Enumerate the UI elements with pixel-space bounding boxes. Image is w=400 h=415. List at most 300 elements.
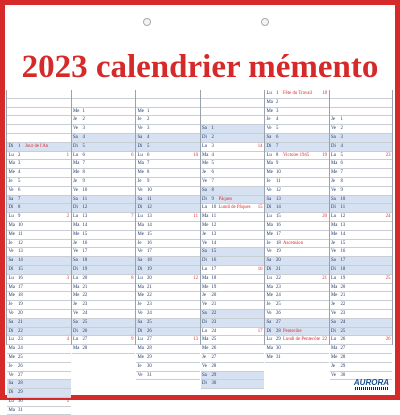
day-row bbox=[265, 143, 329, 152]
day-abbrev: Ve bbox=[202, 363, 208, 369]
day-row bbox=[136, 328, 200, 337]
day-abbrev: Sa bbox=[331, 196, 336, 202]
day-abbrev: Sa bbox=[331, 258, 336, 264]
day-number: 19 bbox=[211, 284, 217, 290]
day-number: 4 bbox=[340, 143, 343, 149]
day-row bbox=[7, 90, 71, 99]
day-abbrev: Di bbox=[137, 143, 143, 149]
day-abbrev: Sa bbox=[73, 258, 78, 264]
day-row bbox=[330, 116, 393, 125]
day-row bbox=[7, 134, 71, 143]
day-abbrev: Lu bbox=[137, 214, 143, 220]
day-row bbox=[72, 152, 136, 161]
day-abbrev: Je bbox=[137, 240, 142, 246]
day-number: 7 bbox=[147, 161, 150, 167]
day-abbrev: Lu bbox=[331, 337, 337, 343]
week-number: 15 bbox=[257, 205, 263, 211]
day-abbrev: Ve bbox=[202, 302, 208, 308]
day-number: 9 bbox=[211, 196, 214, 202]
day-abbrev: Di bbox=[73, 205, 78, 211]
day-number: 21 bbox=[276, 266, 281, 272]
day-abbrev: Je bbox=[8, 302, 13, 308]
day-abbrev: Lu bbox=[202, 143, 208, 149]
day-abbrev: Ve bbox=[331, 126, 337, 132]
day-number: 29 bbox=[147, 354, 152, 360]
day-row bbox=[136, 240, 200, 249]
day-row bbox=[265, 187, 329, 196]
day-abbrev: Di bbox=[137, 266, 143, 272]
day-row bbox=[330, 99, 393, 108]
day-row bbox=[7, 389, 71, 398]
day-abbrev: Sa bbox=[202, 187, 207, 193]
day-row bbox=[136, 134, 200, 143]
day-number: 22 bbox=[340, 302, 346, 308]
day-number: 24 bbox=[211, 328, 217, 334]
day-abbrev: Lu bbox=[331, 214, 337, 220]
day-abbrev: Lu bbox=[8, 275, 14, 281]
day-abbrev: Di bbox=[331, 266, 336, 272]
day-row bbox=[330, 134, 393, 143]
day-abbrev: Me bbox=[137, 231, 144, 237]
day-number: 10 bbox=[82, 187, 88, 193]
day-row bbox=[265, 319, 329, 328]
day-abbrev: Di bbox=[8, 266, 14, 272]
day-row bbox=[7, 160, 71, 169]
day-number: 15 bbox=[82, 231, 88, 237]
day-number: 2 bbox=[211, 134, 214, 140]
day-row bbox=[7, 169, 71, 178]
day-number: 26 bbox=[147, 328, 152, 334]
day-abbrev: Sa bbox=[202, 249, 207, 255]
day-number: 16 bbox=[276, 222, 281, 228]
day-abbrev: Sa bbox=[266, 196, 272, 202]
holiday-label: Ascension bbox=[283, 240, 303, 246]
week-number: 25 bbox=[385, 275, 391, 281]
day-abbrev: Me bbox=[331, 293, 338, 299]
day-row bbox=[72, 231, 136, 240]
day-number: 18 bbox=[147, 258, 152, 264]
day-row bbox=[7, 407, 71, 415]
day-number: 5 bbox=[18, 178, 21, 184]
day-abbrev: Lu bbox=[137, 152, 143, 158]
day-abbrev: Me bbox=[202, 284, 209, 290]
day-abbrev: Di bbox=[202, 381, 207, 387]
day-number: 27 bbox=[276, 319, 281, 325]
day-number: 9 bbox=[18, 214, 21, 220]
month-column bbox=[264, 90, 329, 360]
day-number: 9 bbox=[340, 187, 343, 193]
day-abbrev: Ma bbox=[73, 161, 80, 167]
day-abbrev: Di bbox=[266, 328, 272, 334]
day-number: 30 bbox=[18, 398, 23, 404]
day-number: 18 bbox=[276, 240, 281, 246]
day-number: 13 bbox=[276, 196, 281, 202]
day-number: 23 bbox=[211, 319, 217, 325]
day-number: 9 bbox=[147, 178, 150, 184]
day-row bbox=[136, 301, 200, 310]
day-row bbox=[330, 196, 393, 205]
day-row bbox=[72, 284, 136, 293]
day-number: 16 bbox=[340, 249, 346, 255]
day-number: 28 bbox=[211, 363, 217, 369]
day-abbrev: Ma bbox=[331, 222, 338, 228]
day-number: 8 bbox=[276, 152, 279, 158]
day-number: 7 bbox=[82, 161, 85, 167]
day-abbrev: Me bbox=[137, 293, 144, 299]
day-number: 17 bbox=[211, 266, 217, 272]
day-row bbox=[265, 152, 329, 161]
day-row bbox=[136, 169, 200, 178]
day-abbrev: Lu bbox=[266, 275, 272, 281]
day-row bbox=[265, 90, 329, 99]
day-row bbox=[265, 116, 329, 125]
day-number: 5 bbox=[147, 143, 150, 149]
day-abbrev: Di bbox=[266, 266, 272, 272]
day-row bbox=[72, 336, 136, 345]
day-number: 17 bbox=[82, 249, 88, 255]
day-abbrev: Me bbox=[266, 170, 273, 176]
hanging-hole-right bbox=[261, 18, 269, 26]
day-number: 23 bbox=[82, 302, 88, 308]
day-abbrev: Je bbox=[331, 302, 335, 308]
day-row bbox=[265, 125, 329, 134]
day-row bbox=[265, 336, 329, 345]
day-row bbox=[330, 301, 393, 310]
day-list bbox=[136, 90, 200, 380]
day-number: 3 bbox=[82, 126, 85, 132]
day-abbrev: Sa bbox=[8, 381, 14, 387]
week-number: 19 bbox=[322, 152, 327, 158]
day-row bbox=[265, 310, 329, 319]
day-number: 8 bbox=[211, 187, 214, 193]
day-row bbox=[265, 222, 329, 231]
day-row bbox=[265, 240, 329, 249]
day-number: 19 bbox=[147, 266, 152, 272]
day-row bbox=[7, 240, 71, 249]
day-row bbox=[136, 178, 200, 187]
day-number: 14 bbox=[340, 231, 346, 237]
day-number: 15 bbox=[276, 214, 281, 220]
day-number: 11 bbox=[82, 196, 88, 202]
day-number: 10 bbox=[18, 222, 23, 228]
day-number: 18 bbox=[211, 275, 217, 281]
day-abbrev: Ma bbox=[331, 346, 338, 352]
day-row bbox=[201, 116, 265, 125]
day-number: 29 bbox=[211, 372, 217, 378]
day-number: 4 bbox=[276, 117, 279, 123]
day-number: 21 bbox=[340, 293, 346, 299]
day-abbrev: Je bbox=[137, 302, 142, 308]
day-abbrev: Lu bbox=[331, 275, 337, 281]
day-abbrev: Me bbox=[8, 170, 15, 176]
day-abbrev: Je bbox=[266, 302, 271, 308]
day-row bbox=[201, 108, 265, 117]
day-number: 11 bbox=[276, 178, 281, 184]
day-row bbox=[330, 240, 393, 249]
day-abbrev: Me bbox=[331, 231, 338, 237]
day-row bbox=[330, 90, 393, 99]
day-number: 20 bbox=[211, 293, 217, 299]
day-row bbox=[201, 231, 265, 240]
day-row bbox=[265, 257, 329, 266]
day-row bbox=[7, 222, 71, 231]
day-abbrev: Lu bbox=[73, 275, 79, 281]
day-abbrev: Ma bbox=[266, 99, 273, 105]
day-row bbox=[330, 248, 393, 257]
day-abbrev: Ma bbox=[73, 222, 80, 228]
day-abbrev: Je bbox=[266, 240, 271, 246]
day-abbrev: Lu bbox=[266, 337, 272, 343]
day-number: 29 bbox=[18, 390, 23, 396]
day-row bbox=[265, 213, 329, 222]
day-row bbox=[330, 266, 393, 275]
day-number: 7 bbox=[211, 178, 214, 184]
day-number: 2 bbox=[82, 117, 85, 123]
day-row bbox=[330, 160, 393, 169]
day-number: 1 bbox=[211, 126, 214, 132]
day-abbrev: Je bbox=[331, 240, 335, 246]
day-number: 24 bbox=[147, 310, 152, 316]
month-column bbox=[71, 90, 136, 352]
day-abbrev: Je bbox=[266, 117, 271, 123]
day-row bbox=[72, 160, 136, 169]
day-row bbox=[201, 125, 265, 134]
day-row bbox=[72, 248, 136, 257]
day-number: 9 bbox=[82, 178, 85, 184]
day-number: 22 bbox=[18, 328, 23, 334]
week-number: 23 bbox=[385, 152, 391, 158]
month-column bbox=[6, 90, 71, 413]
week-number: 16 bbox=[257, 266, 263, 272]
day-abbrev: Sa bbox=[8, 258, 14, 264]
day-number: 26 bbox=[276, 310, 281, 316]
day-abbrev: Je bbox=[331, 117, 335, 123]
day-number: 25 bbox=[18, 354, 23, 360]
day-abbrev: Je bbox=[8, 240, 13, 246]
day-abbrev: Lu bbox=[331, 152, 337, 158]
day-number: 10 bbox=[147, 187, 152, 193]
day-row bbox=[72, 99, 136, 108]
day-number: 26 bbox=[82, 328, 88, 334]
week-number: 6 bbox=[131, 152, 134, 158]
day-row bbox=[136, 266, 200, 275]
day-abbrev: Ve bbox=[73, 126, 79, 132]
day-abbrev: Lu bbox=[266, 214, 272, 220]
day-row bbox=[136, 160, 200, 169]
day-abbrev: Me bbox=[331, 170, 338, 176]
day-number: 16 bbox=[18, 275, 23, 281]
day-row bbox=[330, 204, 393, 213]
week-number: 9 bbox=[131, 337, 134, 343]
day-row bbox=[201, 328, 265, 337]
day-row bbox=[7, 152, 71, 161]
day-number: 12 bbox=[147, 205, 152, 211]
day-abbrev: Me bbox=[137, 354, 144, 360]
day-number: 16 bbox=[147, 240, 152, 246]
week-number: 2 bbox=[66, 214, 69, 220]
day-number: 7 bbox=[18, 196, 21, 202]
day-row bbox=[7, 125, 71, 134]
day-row bbox=[330, 310, 393, 319]
day-number: 8 bbox=[340, 178, 343, 184]
day-abbrev: Me bbox=[137, 108, 144, 114]
day-number: 14 bbox=[211, 240, 217, 246]
week-number: 22 bbox=[322, 337, 327, 343]
day-number: 22 bbox=[147, 293, 152, 299]
day-row bbox=[72, 204, 136, 213]
day-abbrev: Di bbox=[137, 205, 143, 211]
day-number: 27 bbox=[147, 337, 152, 343]
month-column bbox=[329, 90, 394, 378]
day-number: 28 bbox=[18, 381, 23, 387]
day-row bbox=[330, 143, 393, 152]
day-number: 17 bbox=[276, 231, 281, 237]
day-abbrev: Ve bbox=[266, 126, 272, 132]
day-number: 13 bbox=[147, 214, 152, 220]
day-abbrev: Ve bbox=[202, 240, 208, 246]
week-number: 14 bbox=[257, 143, 263, 149]
day-number: 18 bbox=[18, 293, 23, 299]
day-row bbox=[136, 108, 200, 117]
day-abbrev: Je bbox=[137, 117, 142, 123]
day-abbrev: Me bbox=[8, 231, 15, 237]
day-abbrev: Ma bbox=[266, 222, 273, 228]
week-number: 13 bbox=[193, 337, 198, 343]
day-number: 20 bbox=[147, 275, 152, 281]
day-number: 23 bbox=[147, 302, 152, 308]
day-number: 19 bbox=[340, 275, 346, 281]
day-number: 25 bbox=[82, 319, 88, 325]
holiday-label: Lundi de Pentecôte bbox=[283, 337, 321, 343]
day-abbrev: Sa bbox=[202, 310, 207, 316]
day-abbrev: Sa bbox=[266, 134, 272, 140]
day-row bbox=[7, 301, 71, 310]
day-row bbox=[330, 319, 393, 328]
day-row bbox=[265, 248, 329, 257]
day-number: 12 bbox=[211, 222, 217, 228]
day-number: 11 bbox=[18, 231, 23, 237]
day-number: 15 bbox=[340, 240, 346, 246]
day-row bbox=[265, 134, 329, 143]
day-row bbox=[72, 266, 136, 275]
day-row bbox=[201, 240, 265, 249]
day-row bbox=[72, 328, 136, 337]
day-abbrev: Lu bbox=[73, 214, 79, 220]
day-number: 11 bbox=[340, 205, 346, 211]
day-abbrev: Me bbox=[266, 231, 273, 237]
day-abbrev: Me bbox=[202, 222, 209, 228]
day-abbrev: Lu bbox=[202, 205, 208, 211]
day-row bbox=[330, 169, 393, 178]
day-abbrev: Je bbox=[73, 178, 77, 184]
day-abbrev: Me bbox=[73, 293, 80, 299]
day-abbrev: Ve bbox=[137, 126, 143, 132]
day-row bbox=[7, 116, 71, 125]
day-number: 25 bbox=[340, 328, 346, 334]
day-row bbox=[201, 143, 265, 152]
day-number: 10 bbox=[340, 196, 346, 202]
day-abbrev: Sa bbox=[8, 196, 14, 202]
day-abbrev: Lu bbox=[8, 337, 14, 343]
holiday-label: Lundi de Pâques bbox=[218, 205, 251, 211]
day-row bbox=[72, 90, 136, 99]
day-abbrev: Di bbox=[331, 143, 336, 149]
day-row bbox=[136, 292, 200, 301]
day-row bbox=[136, 125, 200, 134]
day-row bbox=[136, 248, 200, 257]
day-abbrev: Sa bbox=[266, 258, 272, 264]
day-row bbox=[7, 398, 71, 407]
day-row bbox=[7, 143, 71, 152]
day-row bbox=[7, 257, 71, 266]
day-row bbox=[72, 275, 136, 284]
holiday-label: Jour de l'An bbox=[25, 143, 49, 149]
day-row bbox=[72, 187, 136, 196]
day-row bbox=[201, 301, 265, 310]
day-abbrev: Je bbox=[202, 293, 206, 299]
day-number: 30 bbox=[340, 372, 346, 378]
day-abbrev: Ve bbox=[331, 310, 337, 316]
day-abbrev: Je bbox=[73, 302, 77, 308]
day-row bbox=[72, 240, 136, 249]
day-row bbox=[330, 178, 393, 187]
day-abbrev: Me bbox=[8, 354, 15, 360]
day-abbrev: Di bbox=[8, 328, 14, 334]
day-abbrev: Ve bbox=[73, 310, 79, 316]
day-abbrev: Lu bbox=[73, 337, 79, 343]
day-number: 18 bbox=[82, 258, 88, 264]
week-number: 3 bbox=[66, 275, 69, 281]
day-abbrev: Lu bbox=[8, 214, 14, 220]
day-abbrev: Di bbox=[202, 258, 207, 264]
day-abbrev: Ma bbox=[202, 214, 209, 220]
day-abbrev: Je bbox=[73, 240, 77, 246]
day-number: 1 bbox=[276, 91, 279, 96]
day-number: 17 bbox=[340, 258, 346, 264]
day-abbrev: Ma bbox=[137, 222, 144, 228]
day-number: 5 bbox=[340, 152, 343, 158]
day-row bbox=[201, 284, 265, 293]
day-abbrev: Ma bbox=[331, 161, 338, 167]
day-abbrev: Ve bbox=[331, 249, 337, 255]
day-abbrev: Ve bbox=[331, 372, 337, 378]
day-list bbox=[330, 90, 393, 380]
day-abbrev: Ma bbox=[266, 346, 273, 352]
day-row bbox=[265, 328, 329, 337]
day-number: 2 bbox=[18, 152, 21, 158]
day-number: 3 bbox=[211, 143, 214, 149]
day-number: 27 bbox=[211, 354, 217, 360]
day-row bbox=[330, 152, 393, 161]
day-abbrev: Me bbox=[8, 293, 15, 299]
day-row bbox=[330, 108, 393, 117]
day-row bbox=[136, 90, 200, 99]
day-number: 2 bbox=[147, 117, 150, 123]
day-row bbox=[201, 319, 265, 328]
day-number: 26 bbox=[18, 363, 23, 369]
day-row bbox=[201, 196, 265, 205]
day-number: 28 bbox=[276, 328, 281, 334]
day-row bbox=[201, 187, 265, 196]
day-row bbox=[136, 196, 200, 205]
day-abbrev: Je bbox=[331, 178, 335, 184]
day-abbrev: Me bbox=[73, 170, 80, 176]
day-number: 28 bbox=[82, 346, 88, 352]
holiday-label: Pentecôte bbox=[283, 328, 302, 334]
barcode bbox=[355, 387, 389, 390]
day-abbrev: Ma bbox=[8, 346, 15, 352]
day-number: 7 bbox=[276, 143, 279, 149]
